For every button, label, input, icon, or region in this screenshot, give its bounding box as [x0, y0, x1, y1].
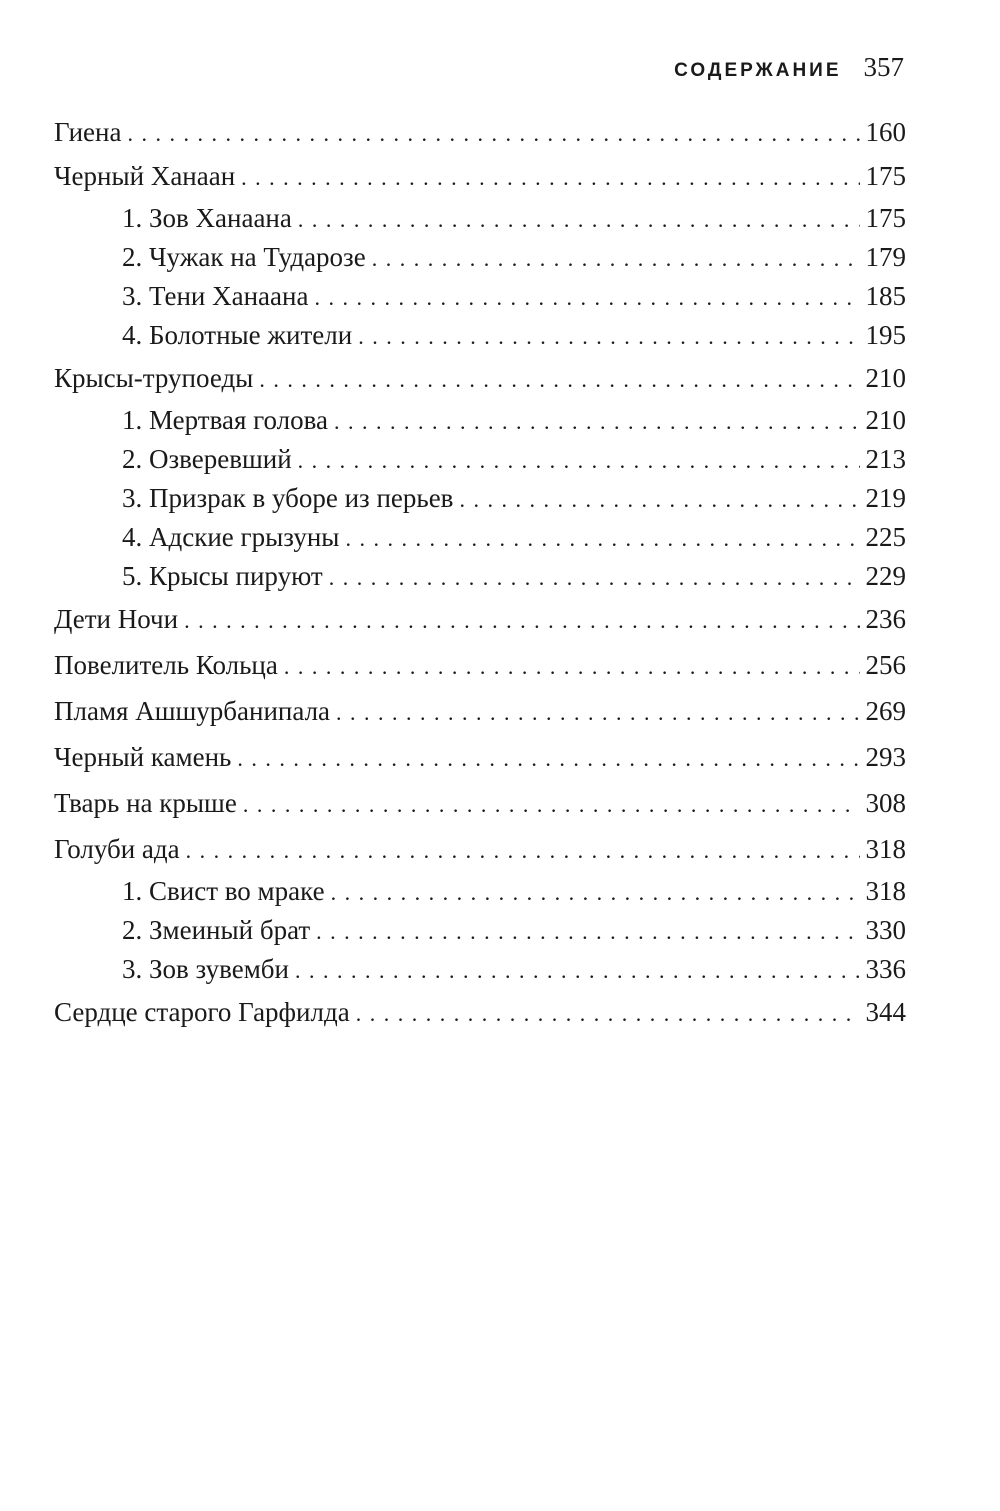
toc-entry-title: Тварь на крыше: [54, 788, 237, 818]
toc-entry: [54, 153, 906, 199]
dot-leader: [356, 991, 860, 1037]
toc-entry-title: 3. Призрак в уборе из перьев: [122, 483, 454, 513]
toc-entry-page: 195: [865, 320, 906, 350]
toc-entry: [54, 734, 906, 780]
toc-entry-page: 175: [865, 161, 906, 191]
toc-subentry: [54, 872, 906, 911]
toc-entry-title: 1. Зов Ханаана: [122, 203, 292, 233]
toc-entry: [54, 112, 906, 153]
toc-entry: [54, 780, 906, 826]
toc-entry-title: 1. Мертвая голова: [122, 405, 329, 435]
toc-entry-page: 185: [865, 281, 906, 311]
dot-leader: [237, 736, 859, 782]
toc-subentry: [54, 557, 906, 596]
toc-entry-page: 236: [865, 604, 906, 634]
table-of-contents: [54, 112, 906, 1035]
toc-entry-title: 4. Адские грызуны: [122, 522, 340, 552]
running-title: СОДЕРЖАНИЕ: [674, 60, 842, 81]
dot-leader: [331, 873, 860, 912]
toc-entry-title: 2. Змеиный брат: [122, 915, 311, 945]
dot-leader: [243, 782, 860, 828]
dot-leader: [298, 441, 860, 480]
dot-leader: [241, 155, 859, 201]
toc-entry-title: Крысы-трупоеды: [54, 363, 254, 393]
toc-entry-page: 336: [865, 954, 906, 984]
dot-leader: [184, 598, 859, 644]
page-number: 357: [863, 52, 904, 82]
dot-leader: [284, 644, 860, 690]
toc-entry-title: Гиена: [54, 117, 122, 147]
dot-leader: [329, 558, 860, 597]
toc-entry-page: 229: [865, 561, 906, 591]
toc-entry-page: 210: [865, 405, 906, 435]
toc-subentry: [54, 950, 906, 989]
dot-leader: [459, 480, 859, 519]
toc-entry-page: 175: [865, 203, 906, 233]
dot-leader: [298, 200, 860, 239]
toc-entry-page: 160: [865, 117, 906, 147]
toc-subentry: [54, 401, 906, 440]
toc-entry-page: 213: [865, 444, 906, 474]
toc-entry-page: 179: [865, 242, 906, 272]
toc-entry-title: 3. Зов зувемби: [122, 954, 289, 984]
toc-entry-page: 293: [865, 742, 906, 772]
toc-entry-page: 225: [865, 522, 906, 552]
toc-entry: [54, 642, 906, 688]
toc-entry-page: 210: [865, 363, 906, 393]
toc-entry-title: Голуби ада: [54, 834, 180, 864]
toc-entry-page: 256: [865, 650, 906, 680]
toc-subentry: [54, 518, 906, 557]
dot-leader: [336, 690, 859, 736]
toc-entry-title: 1. Свист во мраке: [122, 876, 325, 906]
dot-leader: [314, 278, 859, 317]
toc-entry-page: 318: [865, 876, 906, 906]
dot-leader: [316, 912, 859, 951]
toc-entry-title: 5. Крысы пируют: [122, 561, 323, 591]
dot-leader: [186, 828, 860, 874]
toc-entry-title: Повелитель Кольца: [54, 650, 278, 680]
toc-entry-title: Дети Ночи: [54, 604, 179, 634]
toc-entry-title: 4. Болотные жители: [122, 320, 353, 350]
toc-entry-page: 308: [865, 788, 906, 818]
toc-entry-title: Сердце старого Гарфилда: [54, 997, 350, 1027]
toc-entry: [54, 826, 906, 872]
toc-entry-title: 2. Чужак на Тударозе: [122, 242, 366, 272]
toc-subentry: [54, 238, 906, 277]
dot-leader: [334, 402, 859, 441]
toc-subentry: [54, 316, 906, 355]
toc-entry-page: 330: [865, 915, 906, 945]
toc-subentry: [54, 277, 906, 316]
dot-leader: [127, 113, 859, 154]
toc-entry-title: Черный Ханаан: [54, 161, 236, 191]
toc-entry-title: Черный камень: [54, 742, 232, 772]
dot-leader: [358, 317, 859, 356]
running-head: [674, 52, 904, 83]
toc-entry-page: 344: [865, 997, 906, 1027]
toc-entry-page: 318: [865, 834, 906, 864]
dot-leader: [345, 519, 859, 558]
toc-entry-title: 3. Тени Ханаана: [122, 281, 309, 311]
dot-leader: [295, 951, 860, 990]
toc-entry-title: 2. Озверевший: [122, 444, 292, 474]
toc-entry: [54, 989, 906, 1035]
toc-entry: [54, 688, 906, 734]
toc-entry: [54, 596, 906, 642]
dot-leader: [259, 357, 859, 403]
toc-subentry: [54, 911, 906, 950]
toc-entry: [54, 355, 906, 401]
toc-subentry: [54, 440, 906, 479]
toc-entry-page: 219: [865, 483, 906, 513]
toc-entry-title: Пламя Ашшурбанипала: [54, 696, 331, 726]
toc-subentry: [54, 479, 906, 518]
toc-entry-page: 269: [865, 696, 906, 726]
toc-subentry: [54, 199, 906, 238]
dot-leader: [372, 239, 860, 278]
